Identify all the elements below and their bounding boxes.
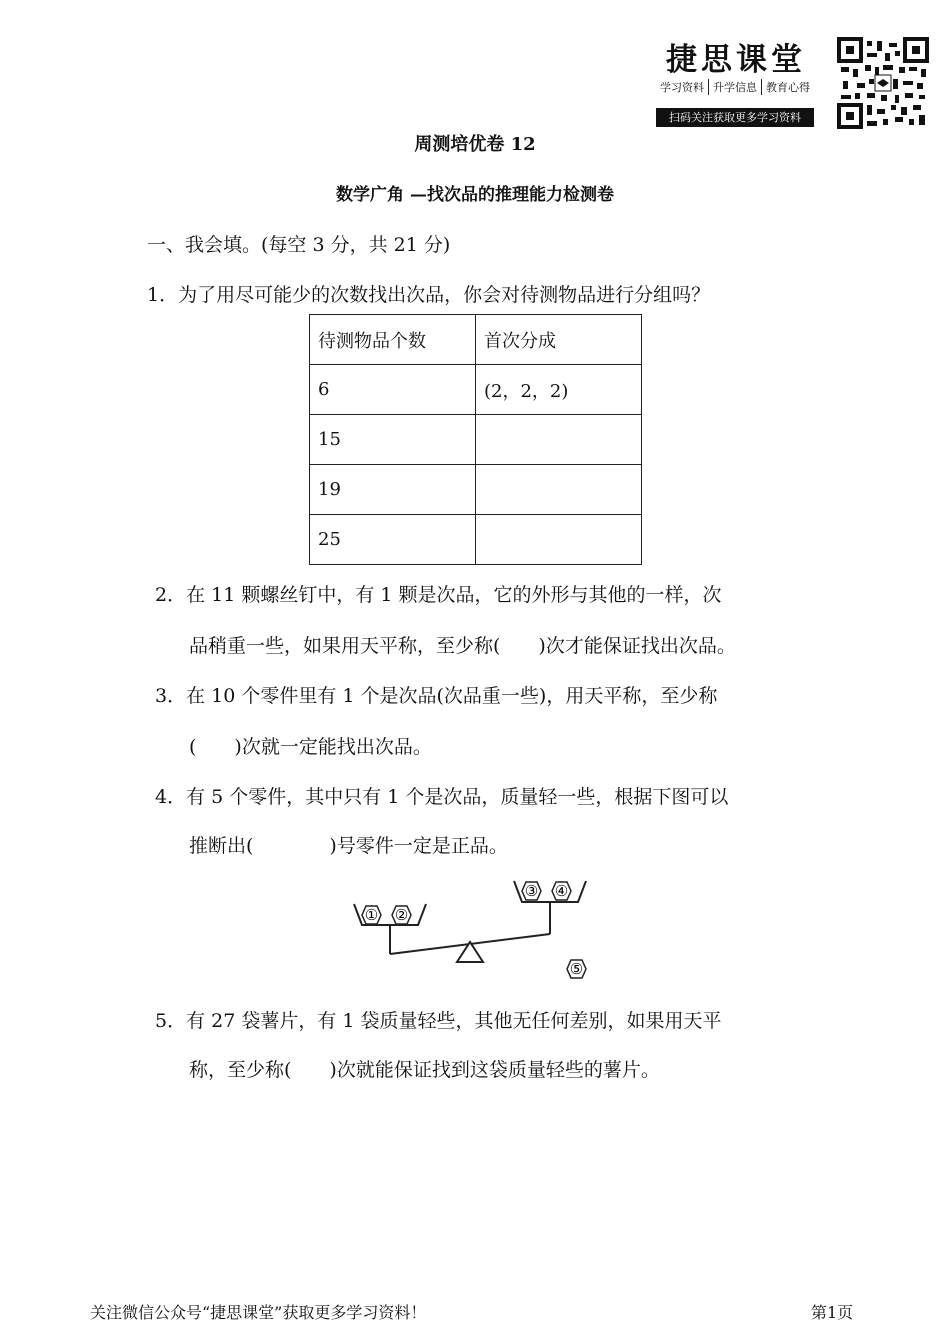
brand-tag: 升学信息: [709, 79, 762, 95]
brand-tag: 教育心得: [766, 81, 810, 94]
question-5-line-2: 称，至少称( )次就能保证找到这袋质量轻些的薯片。: [189, 1059, 660, 1081]
table-cell: 15: [310, 415, 476, 465]
page-number: 第1页: [811, 1303, 854, 1322]
part-label: ④: [554, 882, 569, 900]
table-row: [310, 515, 642, 565]
answer-cell[interactable]: [476, 515, 642, 565]
answer-cell[interactable]: [476, 465, 642, 515]
table-cell: 6: [310, 365, 476, 415]
table-row: [310, 465, 642, 515]
question-2-line-2: 品稍重一些，如果用天平称，至少称( )次才能保证找出次品。: [189, 635, 736, 657]
question-4-line-1: 4．有 5 个零件，其中只有 1 个是次品，质量轻一些，根据下图可以: [155, 786, 729, 808]
part-label: ③: [524, 882, 539, 900]
table-row: [310, 365, 642, 415]
brand-tags: [656, 79, 814, 95]
brand-tag: 学习资料: [656, 79, 709, 95]
table-row: [310, 415, 642, 465]
balance-scale-figure: [340, 868, 610, 988]
part-label: ②: [394, 906, 409, 924]
qr-code-icon: [837, 37, 929, 129]
page-subtitle: 数学广角 —找次品的推理能力检测卷: [336, 185, 614, 205]
part-label: ①: [364, 906, 379, 924]
question-2-line-1: 2．在 11 颗螺丝钉中，有 1 颗是次品，它的外形与其他的一样，次: [155, 584, 722, 606]
section-heading: 一、我会填。(每空 3 分，共 21 分): [147, 234, 451, 256]
table-header-row: [310, 315, 642, 365]
question-4-line-2: 推断出( )号零件一定是正品。: [189, 835, 508, 857]
grouping-table: [309, 314, 642, 565]
question-5-line-1: 5．有 27 袋薯片，有 1 袋质量轻些，其他无任何差别，如果用天平: [155, 1010, 722, 1032]
question-1-text: 1．为了用尽可能少的次数找出次品，你会对待测物品进行分组吗？: [147, 284, 711, 306]
table-cell: (2，2，2): [476, 365, 642, 415]
part-label: ⑤: [569, 960, 584, 978]
table-cell: 19: [310, 465, 476, 515]
question-3-line-1: 3．在 10 个零件里有 1 个是次品(次品重一些)，用天平称，至少称: [155, 685, 718, 707]
question-3-line-2: ( )次就一定能找出次品。: [189, 736, 432, 758]
table-header-cell: 首次分成: [476, 315, 642, 365]
table-header-cell: 待测物品个数: [310, 315, 476, 365]
footer-note: 关注微信公众号“捷思课堂”获取更多学习资料！: [90, 1303, 427, 1322]
page-title: 周测培优卷 12: [414, 134, 536, 155]
answer-cell[interactable]: [476, 415, 642, 465]
brand-name: 捷思课堂: [666, 42, 806, 78]
brand-slogan: 扫码关注获取更多学习资料: [656, 108, 814, 127]
table-cell: 25: [310, 515, 476, 565]
